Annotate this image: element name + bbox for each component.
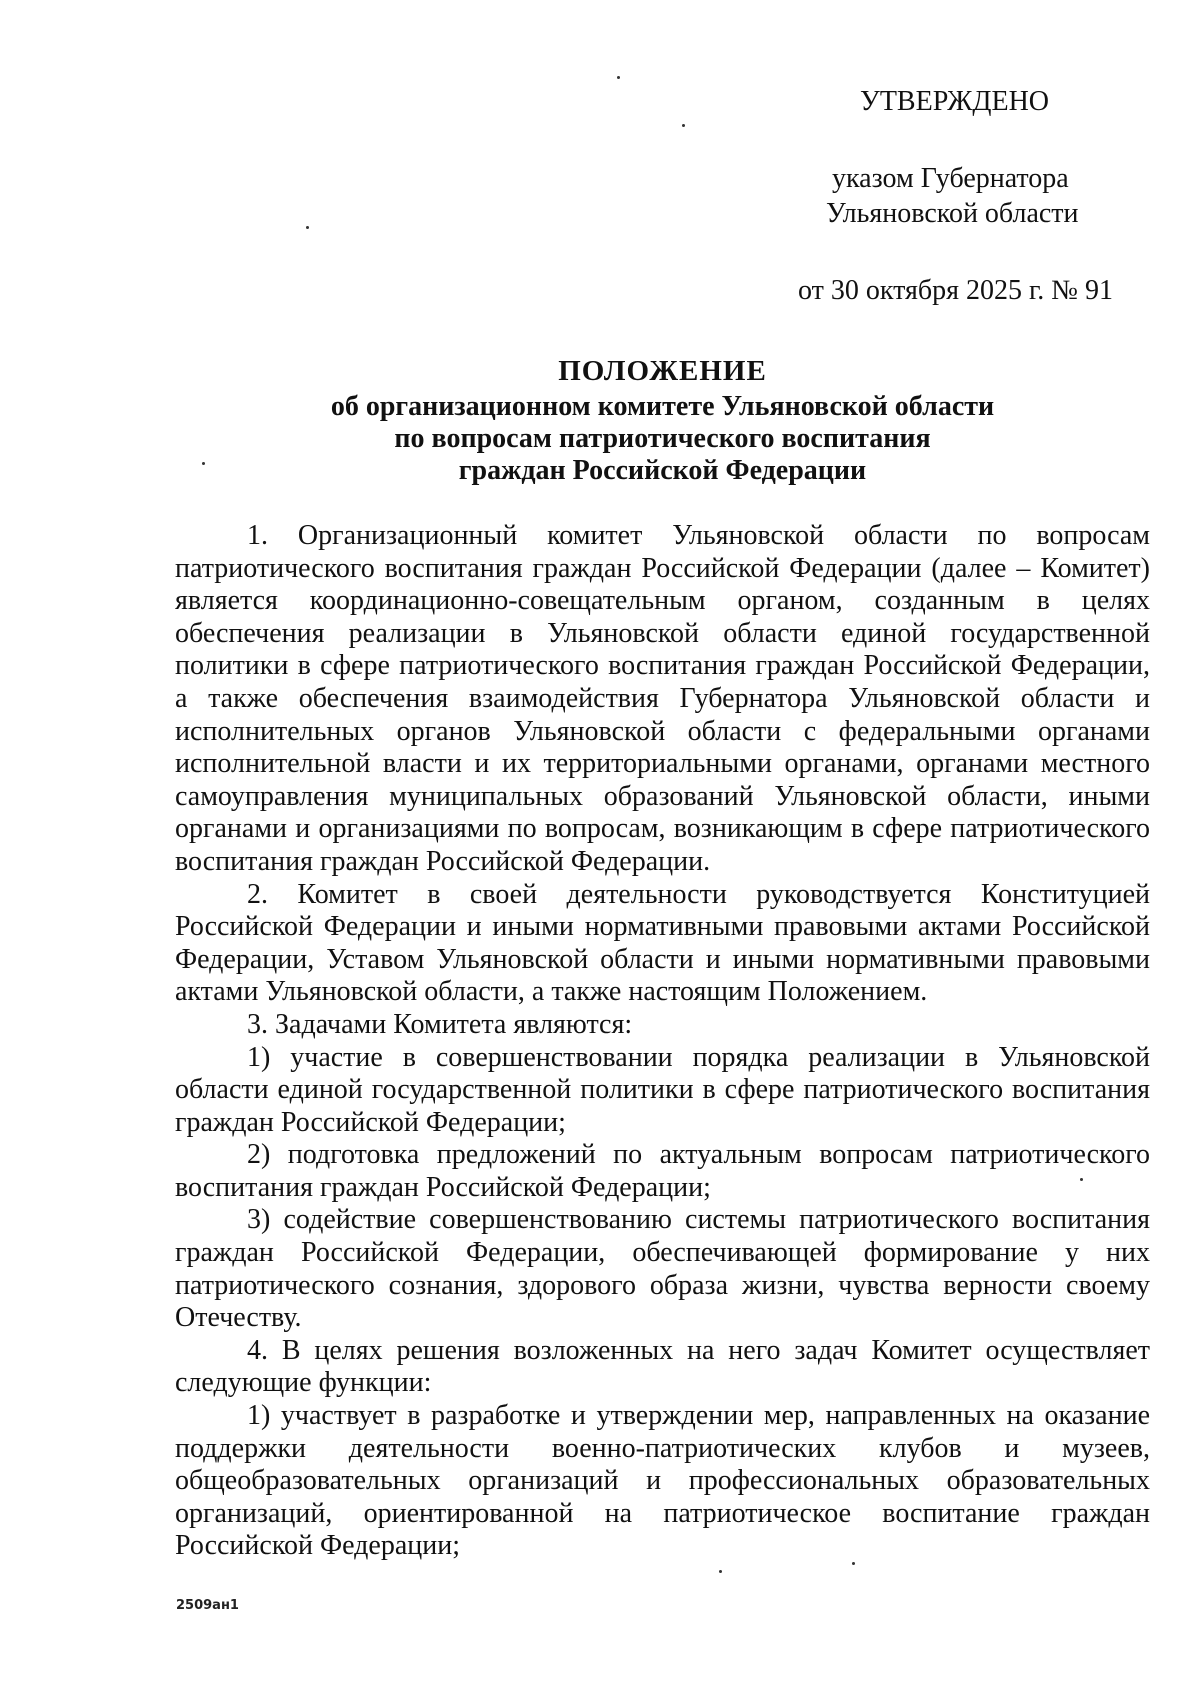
paragraph-3-1: 1) участие в совершенствовании порядка реализации в Ульяновской области единой государственной политики в сфере патриотического воспитания граждан Российской Федерации; bbox=[175, 1041, 1150, 1138]
paragraph-3: 3. Задачами Комитета являются: bbox=[247, 1008, 633, 1040]
paragraph-4: 4. В целях решения возложенных на него задач Комитет осуществляет следующие функции: bbox=[175, 1334, 1150, 1399]
document-title bbox=[175, 355, 1150, 487]
document-body bbox=[175, 520, 1150, 1563]
title-line1: об организационном комитете Ульяновской области bbox=[330, 391, 995, 422]
title-line3: граждан Российской Федерации bbox=[458, 455, 867, 486]
approval-issuer-line2: Ульяновской области bbox=[826, 198, 1079, 229]
scan-speck bbox=[682, 124, 685, 127]
scan-speck bbox=[852, 1562, 855, 1565]
paragraph-4-1: 1) участвует в разработке и утверждении мер, направленных на оказание поддержки деятельности военно-патриотических клубов и музеев, общеобразовательных организаций и профессиональных образовательных организаций, ориентированной на патриотическое воспитание граждан Российской Федерации; bbox=[175, 1400, 1150, 1562]
title-line2: по вопросам патриотического воспитания bbox=[394, 423, 931, 454]
approval-stamp: УТВЕРЖДЕНО bbox=[860, 86, 1050, 117]
paragraph-3-3: 3) содействие совершенствованию системы патриотического воспитания граждан Российской Федерации, обеспечивающей формирование у них патриотического сознания, здорового образа жизни, чувства верности своему Отечеству. bbox=[175, 1204, 1150, 1334]
title-main: ПОЛОЖЕНИЕ bbox=[558, 355, 767, 387]
paragraph-3-2: 2) подготовка предложений по актуальным вопросам патриотического воспитания граждан Российской Федерации; bbox=[175, 1139, 1150, 1203]
scan-speck bbox=[306, 226, 309, 229]
scan-speck bbox=[719, 1570, 722, 1573]
paragraph-2: 2. Комитет в своей деятельности руководствуется Конституцией Российской Федерации и иными нормативными правовыми актами Российской Федерации, Уставом Ульяновской области и иными нормативными правовыми актами Ульяновской области, а также настоящим Положением. bbox=[175, 878, 1150, 1008]
scan-speck bbox=[1080, 1178, 1083, 1181]
approval-block bbox=[780, 84, 1140, 308]
scan-speck bbox=[202, 462, 205, 465]
paragraph-1: 1. Организационный комитет Ульяновской области по вопросам патриотического воспитания граждан Российской Федерации (далее – Комитет) является координационно-совещательным органом, созданным в целях обеспечения реализации в Ульяновской области единой государственной политики в сфере патриотического воспитания граждан Российской Федерации, а также обеспечения взаимодействия Губернатора Ульяновской области и исполнительных органов Ульяновской области с федеральными органами исполнительной власти и их территориальными органами, органами местного самоуправления муниципальных образований Ульяновской области, иными органами и организациями по вопросам, возникающим в сфере патриотического воспитания граждан Российской Федерации. bbox=[175, 520, 1150, 877]
approval-issuer-line1: указом Губернатора bbox=[832, 163, 1069, 194]
approval-date: от 30 октября 2025 г. № 91 bbox=[798, 275, 1114, 306]
document-code: 2509ан1 bbox=[176, 1598, 239, 1613]
scan-speck bbox=[617, 76, 620, 79]
